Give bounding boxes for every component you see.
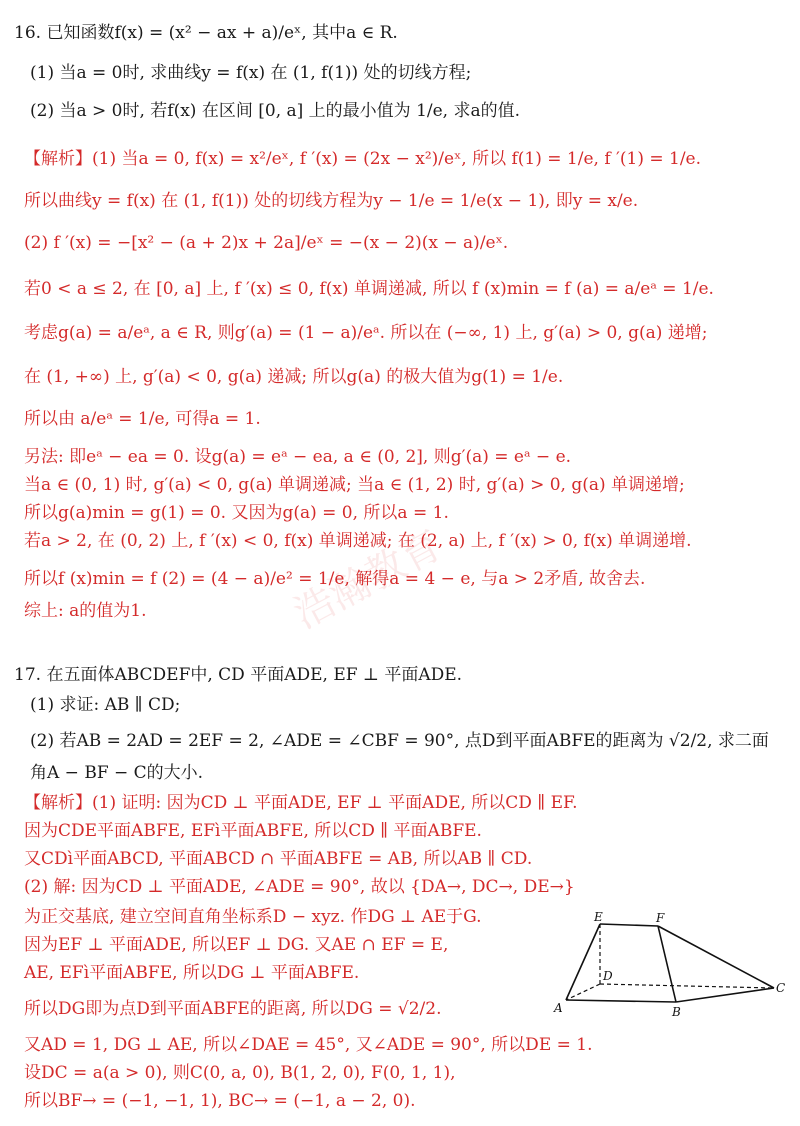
q17-solution-line-11: 所以BF→ = (−1, −1, 1), BC→ = (−1, a − 2, 0). [24, 1091, 416, 1111]
label-E: E [594, 912, 603, 924]
watermark: 浩瀚教育 [286, 522, 450, 638]
pentahedron-figure [548, 912, 788, 1022]
q17-solution-line-2: 因为CDE平面ABFE, EFì平面ABFE, 所以CD ∥ 平面ABFE. [24, 821, 482, 841]
label-F: F [656, 912, 665, 925]
edge-BC [676, 988, 774, 1002]
q16-solution-line-5: 考虑g(a) = a/eᵃ, a ∈ R, 则g′(a) = (1 − a)/eᵃ. 所以在 (−∞, 1) 上, g′(a) > 0, g(a) 递增; [24, 323, 708, 343]
q17-solution-line-3: 又CDì平面ABCD, 平面ABCD ∩ 平面ABFE = AB, 所以AB ∥ CD. [24, 849, 533, 869]
q16-solution-line-11: 若a > 2, 在 (0, 2) 上, f ′(x) < 0, f(x) 单调递减; 在 (2, a) 上, f ′(x) > 0, f(x) 单调递增. [24, 531, 692, 551]
edge-EA [566, 924, 600, 1000]
q16-solution-line-7: 所以由 a/eᵃ = 1/e, 可得a = 1. [24, 409, 261, 429]
q16-solution-line-6: 在 (1, +∞) 上, g′(a) < 0, g(a) 递减; 所以g(a) 的极大值为g(1) = 1/e. [24, 367, 564, 387]
label-C: C [776, 981, 786, 995]
q16-solution-line-2: 所以曲线y = f(x) 在 (1, f(1)) 处的切线方程为y − 1/e = 1/e(x − 1), 即y = x/e. [24, 191, 639, 211]
q16-solution-line-8: 另法: 即eᵃ − ea = 0. 设g(a) = eᵃ − ea, a ∈ (0, 2], 则g′(a) = eᵃ − e. [24, 447, 572, 467]
q16-solution-line-9: 当a ∈ (0, 1) 时, g′(a) < 0, g(a) 单调递减; 当a ∈ (1, 2) 时, g′(a) > 0, g(a) 单调递增; [24, 475, 685, 495]
edge-FB [658, 926, 676, 1002]
q17-part2-line-1: (2) 若AB = 2AD = 2EF = 2, ∠ADE = ∠CBF = 90°, 点D到平面ABFE的距离为 √2/2, 求二面 [30, 731, 769, 751]
q16-solution-line-12: 所以f (x)min = f (2) = (4 − a)/e² = 1/e, 解得a = 4 − e, 与a > 2矛盾, 故舍去. [24, 569, 646, 589]
q17-solution-line-7: AE, EFì平面ABFE, 所以DG ⊥ 平面ABFE. [24, 963, 360, 983]
label-A: A [554, 1001, 563, 1015]
edge-FC [658, 926, 774, 988]
q16-part2: (2) 当a > 0时, 若f(x) 在区间 [0, a] 上的最小值为 1/e, 求a的值. [30, 101, 521, 121]
q17-part2-line-2: 角A − BF − C的大小. [30, 763, 204, 783]
q17-solution-line-10: 设DC = a(a > 0), 则C(0, a, 0), B(1, 2, 0), F(0, 1, 1), [24, 1063, 456, 1083]
q17-solution-line-6: 因为EF ⊥ 平面ADE, 所以EF ⊥ DG. 又AE ∩ EF = E, [24, 935, 449, 955]
q16-solution-line-4: 若0 < a ≤ 2, 在 [0, a] 上, f ′(x) ≤ 0, f(x) 单调递减, 所以 f (x)min = f (a) = a/eᵃ = 1/e. [24, 279, 714, 299]
q17-solution-line-1: 【解析】(1) 证明: 因为CD ⊥ 平面ADE, EF ⊥ 平面ADE, 所以CD ∥ EF. [24, 793, 578, 813]
q17-solution-line-8: 所以DG即为点D到平面ABFE的距离, 所以DG = √2/2. [24, 999, 442, 1019]
q16-solution-line-10: 所以g(a)min = g(1) = 0. 又因为g(a) = 0, 所以a = 1. [24, 503, 449, 523]
q16-stem: 16. 已知函数f(x) = (x² − ax + a)/eˣ, 其中a ∈ R. [14, 23, 398, 43]
q16-part1: (1) 当a = 0时, 求曲线y = f(x) 在 (1, f(1)) 处的切线方程; [30, 63, 472, 83]
q17-part1: (1) 求证: AB ∥ CD; [30, 695, 181, 715]
edge-DA [566, 984, 600, 1000]
q16-solution-line-3: (2) f ′(x) = −[x² − (a + 2)x + 2a]/eˣ = −(x − 2)(x − a)/eˣ. [24, 233, 509, 253]
edge-EF [600, 924, 658, 926]
q17-solution-line-9: 又AD = 1, DG ⊥ AE, 所以∠DAE = 45°, 又∠ADE = 90°, 所以DE = 1. [24, 1035, 593, 1055]
label-D: D [603, 969, 613, 983]
q17-solution-line-5: 为正交基底, 建立空间直角坐标系D − xyz. 作DG ⊥ AE于G. [24, 907, 482, 927]
edge-DC [600, 984, 774, 988]
q16-solution-line-13: 综上: a的值为1. [24, 601, 147, 621]
label-B: B [672, 1005, 681, 1019]
q16-solution-line-1: 【解析】(1) 当a = 0, f(x) = x²/eˣ, f ′(x) = (2x − x²)/eˣ, 所以 f(1) = 1/e, f ′(1) = 1/e. [24, 149, 702, 169]
edge-AB [566, 1000, 676, 1002]
q17-solution-line-4: (2) 解: 因为CD ⊥ 平面ADE, ∠ADE = 90°, 故以 {DA→, DC→, DE→} [24, 877, 575, 897]
q17-stem: 17. 在五面体ABCDEF中, CD 平面ADE, EF ⊥ 平面ADE. [14, 665, 463, 685]
